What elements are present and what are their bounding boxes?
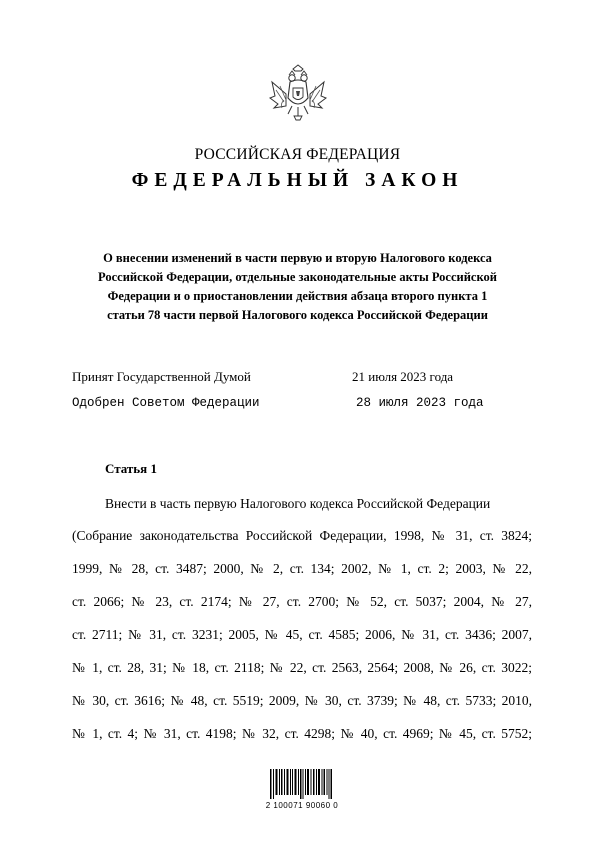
council-approval-date: 28 июля 2023 года (356, 396, 484, 410)
country-name: РОССИЙСКАЯ ФЕДЕРАЦИЯ (194, 146, 401, 163)
article-text-line: ст. 2066; № 23, ст. 2174; № 27, ст. 2700; № 52, ст. 5037; 2004, № 27, (72, 594, 532, 609)
law-title-line: О внесении изменений в части первую и вторую Налогового кодекса (103, 251, 492, 265)
law-title (40, 249, 555, 325)
article-text-line: № 30, ст. 3616; № 48, ст. 5519; 2009, № 30, ст. 3739; № 48, ст. 5733; 2010, (72, 693, 532, 708)
coat-of-arms-icon (266, 60, 330, 128)
article-text-line: ст. 2711; № 31, ст. 3231; 2005, № 45, ст. 4585; 2006, № 31, ст. 3436; 2007, (72, 627, 532, 642)
document-type: ФЕДЕРАЛЬНЫЙ ЗАКОН (131, 170, 464, 191)
law-title-line: Федерации и о приостановлении действия абзаца второго пункта 1 (107, 289, 488, 303)
article-text-line: (Собрание законодательства Российской Федерации, 1998, № 31, ст. 3824; (72, 528, 532, 543)
article-text-line: № 1, ст. 28, 31; № 18, ст. 2118; № 22, ст. 2563, 2564; 2008, № 26, ст. 3022; (72, 660, 532, 675)
barcode-icon (270, 769, 332, 799)
article-text-line: Внести в часть первую Налогового кодекса Российской Федерации (105, 496, 491, 511)
article-heading: Статья 1 (105, 461, 157, 476)
article-text-line: № 1, ст. 4; № 31, ст. 4198; № 32, ст. 4298; № 40, ст. 4969; № 45, ст. 5752; (72, 726, 532, 741)
law-title-line: статьи 78 части первой Налогового кодекса Российской Федерации (107, 308, 488, 322)
barcode-number: 2 100071 90060 0 (265, 801, 339, 810)
article-text-line: 1999, № 28, ст. 3487; 2000, № 2, ст. 134; 2002, № 1, ст. 2; 2003, № 22, (72, 561, 532, 576)
council-approval-label: Одобрен Советом Федерации (72, 396, 260, 410)
duma-adoption-label: Принят Государственной Думой (72, 369, 251, 384)
law-title-line: Российской Федерации, отдельные законодательные акты Российской (98, 270, 497, 284)
duma-adoption-date: 21 июля 2023 года (352, 369, 454, 384)
